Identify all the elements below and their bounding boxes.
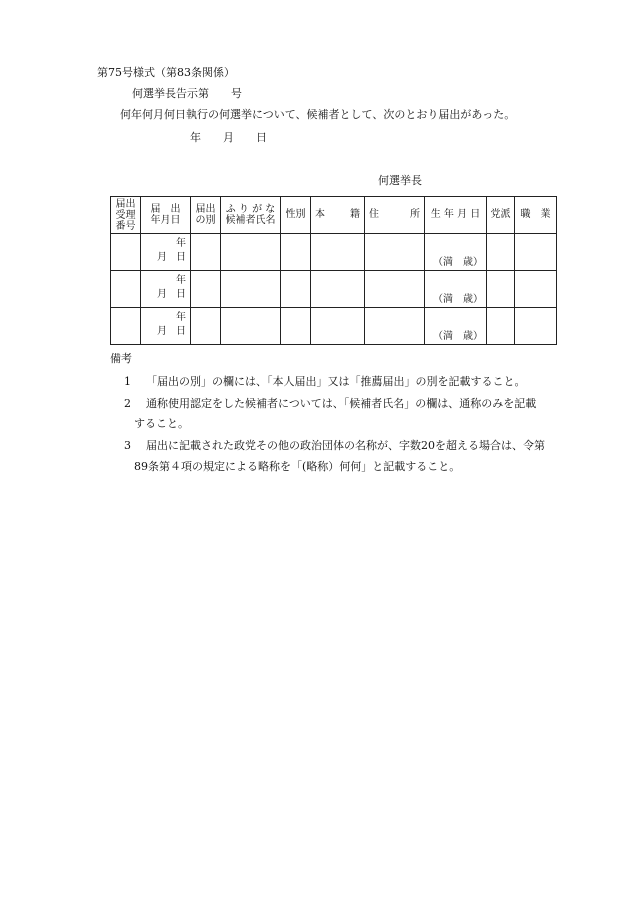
notice-number: 何選挙長告示第 号 xyxy=(132,87,242,100)
remark-number: 1 xyxy=(124,375,131,388)
cell-filing-type xyxy=(191,271,221,308)
header-receipt-number: 届出 受理 番号 xyxy=(111,197,141,234)
cell-honseki xyxy=(311,271,365,308)
cell-honseki xyxy=(311,308,365,345)
cell-address xyxy=(365,308,425,345)
cell-party xyxy=(487,271,515,308)
cell-filing-date: 年 月 日 xyxy=(141,308,191,345)
header-candidate-name: ふ り が な 候補者氏名 xyxy=(221,197,281,234)
header-occupation: 職 業 xyxy=(515,197,557,234)
cell-honseki xyxy=(311,234,365,271)
cell-occupation xyxy=(515,234,557,271)
form-title: 第75号様式（第83条関係） xyxy=(97,66,235,79)
header-filing-type: 届出 の別 xyxy=(191,197,221,234)
issuer-title: 何選挙長 xyxy=(378,174,422,187)
cell-filing-type xyxy=(191,308,221,345)
cell-filing-date: 年 月 日 xyxy=(141,271,191,308)
table-header-row xyxy=(111,197,557,234)
header-address: 住 所 xyxy=(365,197,425,234)
cell-candidate-name xyxy=(221,234,281,271)
header-party: 党派 xyxy=(487,197,515,234)
cell-occupation xyxy=(515,308,557,345)
cell-birth-date: （満 歳） xyxy=(425,271,487,308)
cell-party xyxy=(487,308,515,345)
remark-text: 通称使用認定をした候補者については、「候補者氏名」の欄は、通称のみを記載 xyxy=(146,397,537,410)
cell-sex xyxy=(281,234,311,271)
cell-receipt-number xyxy=(111,234,141,271)
remark-text-continued: 89条第４項の規定による略称を「(略称）何何」と記載すること。 xyxy=(134,460,461,473)
cell-party xyxy=(487,234,515,271)
cell-filing-date: 年 月 日 xyxy=(141,234,191,271)
cell-receipt-number xyxy=(111,308,141,345)
cell-candidate-name xyxy=(221,271,281,308)
cell-occupation xyxy=(515,271,557,308)
table-row xyxy=(111,271,557,308)
remarks-heading: 備考 xyxy=(110,352,132,365)
remark-number: 3 xyxy=(124,439,131,452)
cell-birth-date: （満 歳） xyxy=(425,234,487,271)
table-row xyxy=(111,308,557,345)
cell-sex xyxy=(281,308,311,345)
header-filing-date: 届 出 年月日 xyxy=(141,197,191,234)
remark-text: 「届出の別」の欄には、「本人届出」又は「推薦届出」の別を記載すること。 xyxy=(146,375,526,388)
cell-receipt-number xyxy=(111,271,141,308)
cell-sex xyxy=(281,271,311,308)
header-birth-date: 生 年 月 日 xyxy=(425,197,487,234)
cell-address xyxy=(365,271,425,308)
remark-number: 2 xyxy=(124,397,131,410)
table-row xyxy=(111,234,557,271)
header-honseki: 本 籍 xyxy=(311,197,365,234)
cell-birth-date: （満 歳） xyxy=(425,308,487,345)
cell-filing-type xyxy=(191,234,221,271)
cell-address xyxy=(365,234,425,271)
remark-text: 届出に記載された政党その他の政治団体の名称が、字数20を超える場合は、令第 xyxy=(146,439,545,452)
header-sex: 性別 xyxy=(281,197,311,234)
remark-text-continued: すること。 xyxy=(134,417,189,430)
date-line: 年 月 日 xyxy=(190,131,267,144)
candidate-registration-table xyxy=(110,196,557,345)
cell-candidate-name xyxy=(221,308,281,345)
lead-text: 何年何月何日執行の何選挙について、候補者として、次のとおり届出があった。 xyxy=(120,108,516,121)
